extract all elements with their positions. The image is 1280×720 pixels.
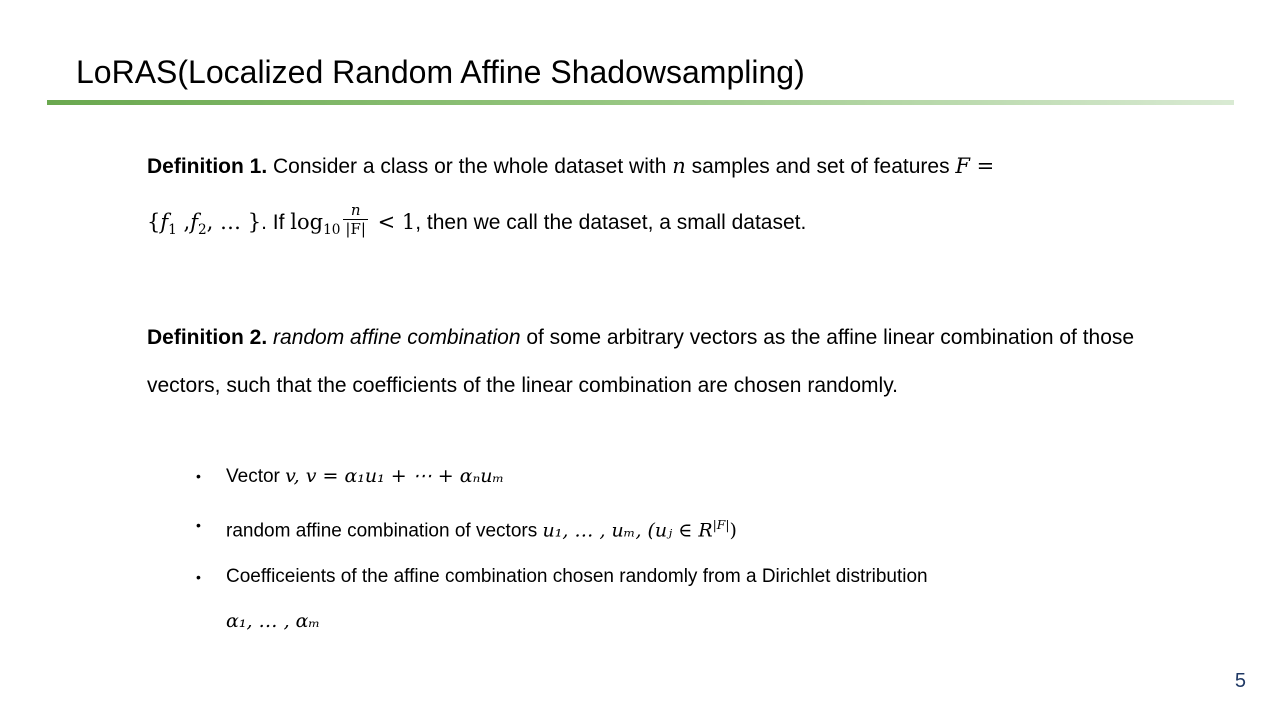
fraction-denominator: |F| bbox=[345, 219, 366, 238]
inequality: < 1 bbox=[370, 210, 416, 234]
feature-f2-sub: 2 bbox=[197, 222, 207, 239]
bullet-icon: • bbox=[196, 569, 201, 586]
definition-1-line-2 bbox=[147, 200, 1137, 260]
definition-1-line-1 bbox=[147, 148, 1137, 204]
bullet-3-math: α₁, … , αₘ bbox=[226, 610, 321, 633]
definition-1-label: Definition 1. bbox=[147, 155, 268, 178]
log-function: log bbox=[290, 210, 324, 234]
fraction-numerator: n bbox=[343, 201, 368, 220]
list-item bbox=[196, 555, 1096, 644]
set-open: { bbox=[147, 210, 161, 234]
set-separator: , bbox=[176, 210, 191, 234]
bullet-2-close: ) bbox=[729, 519, 737, 542]
fraction-n-over-F bbox=[343, 201, 368, 238]
definition-1-text-a: Consider a class or the whole dataset with bbox=[267, 155, 673, 178]
title-underline bbox=[47, 100, 1234, 105]
definition-2 bbox=[147, 314, 1137, 410]
list-item bbox=[196, 452, 1096, 501]
feature-f2: f bbox=[190, 210, 198, 234]
set-tail: , … } bbox=[206, 210, 262, 234]
definition-1-text-b: samples and set of features bbox=[685, 155, 956, 178]
definition-2-text: of some arbitrary vectors as the affine linear combination of those vectors, such that the coefficients of the linear combination are chosen randomly. bbox=[147, 326, 1135, 397]
feature-f1-sub: 1 bbox=[168, 222, 177, 239]
definition-1 bbox=[147, 148, 1137, 260]
var-n: n bbox=[672, 154, 686, 178]
list-item bbox=[196, 501, 1096, 555]
log-base: 10 bbox=[323, 222, 341, 239]
bullet-2-math: u₁, … , uₘ, (uⱼ ∈ R bbox=[542, 519, 713, 542]
bullet-icon: • bbox=[196, 517, 201, 533]
definition-2-term: random affine combination bbox=[273, 326, 521, 349]
page-number: 5 bbox=[1234, 670, 1246, 692]
bullet-3-text: Coefficeients of the affine combination chosen randomly from a Dirichlet distribution bbox=[226, 566, 928, 588]
bullet-2-sup: |F| bbox=[712, 518, 730, 532]
bullet-1-text: Vector bbox=[226, 466, 286, 487]
definition-2-label: Definition 2. bbox=[147, 326, 268, 349]
definition-1-text-end: , then we call the dataset, a small dataset. bbox=[415, 211, 807, 234]
var-F: F bbox=[955, 154, 970, 178]
equals-sign: = bbox=[969, 154, 995, 178]
bullet-2-text: random affine combination of vectors bbox=[226, 520, 543, 542]
definition-1-if: . If bbox=[261, 211, 291, 234]
bullet-icon: • bbox=[196, 468, 201, 484]
bullet-1-math: v, v = α₁u₁ + ⋯ + αₙuₘ bbox=[285, 465, 505, 487]
slide-title: LoRAS(Localized Random Affine Shadowsampling) bbox=[76, 54, 805, 90]
feature-f1: f bbox=[160, 210, 169, 234]
bullet-list bbox=[196, 452, 1096, 644]
